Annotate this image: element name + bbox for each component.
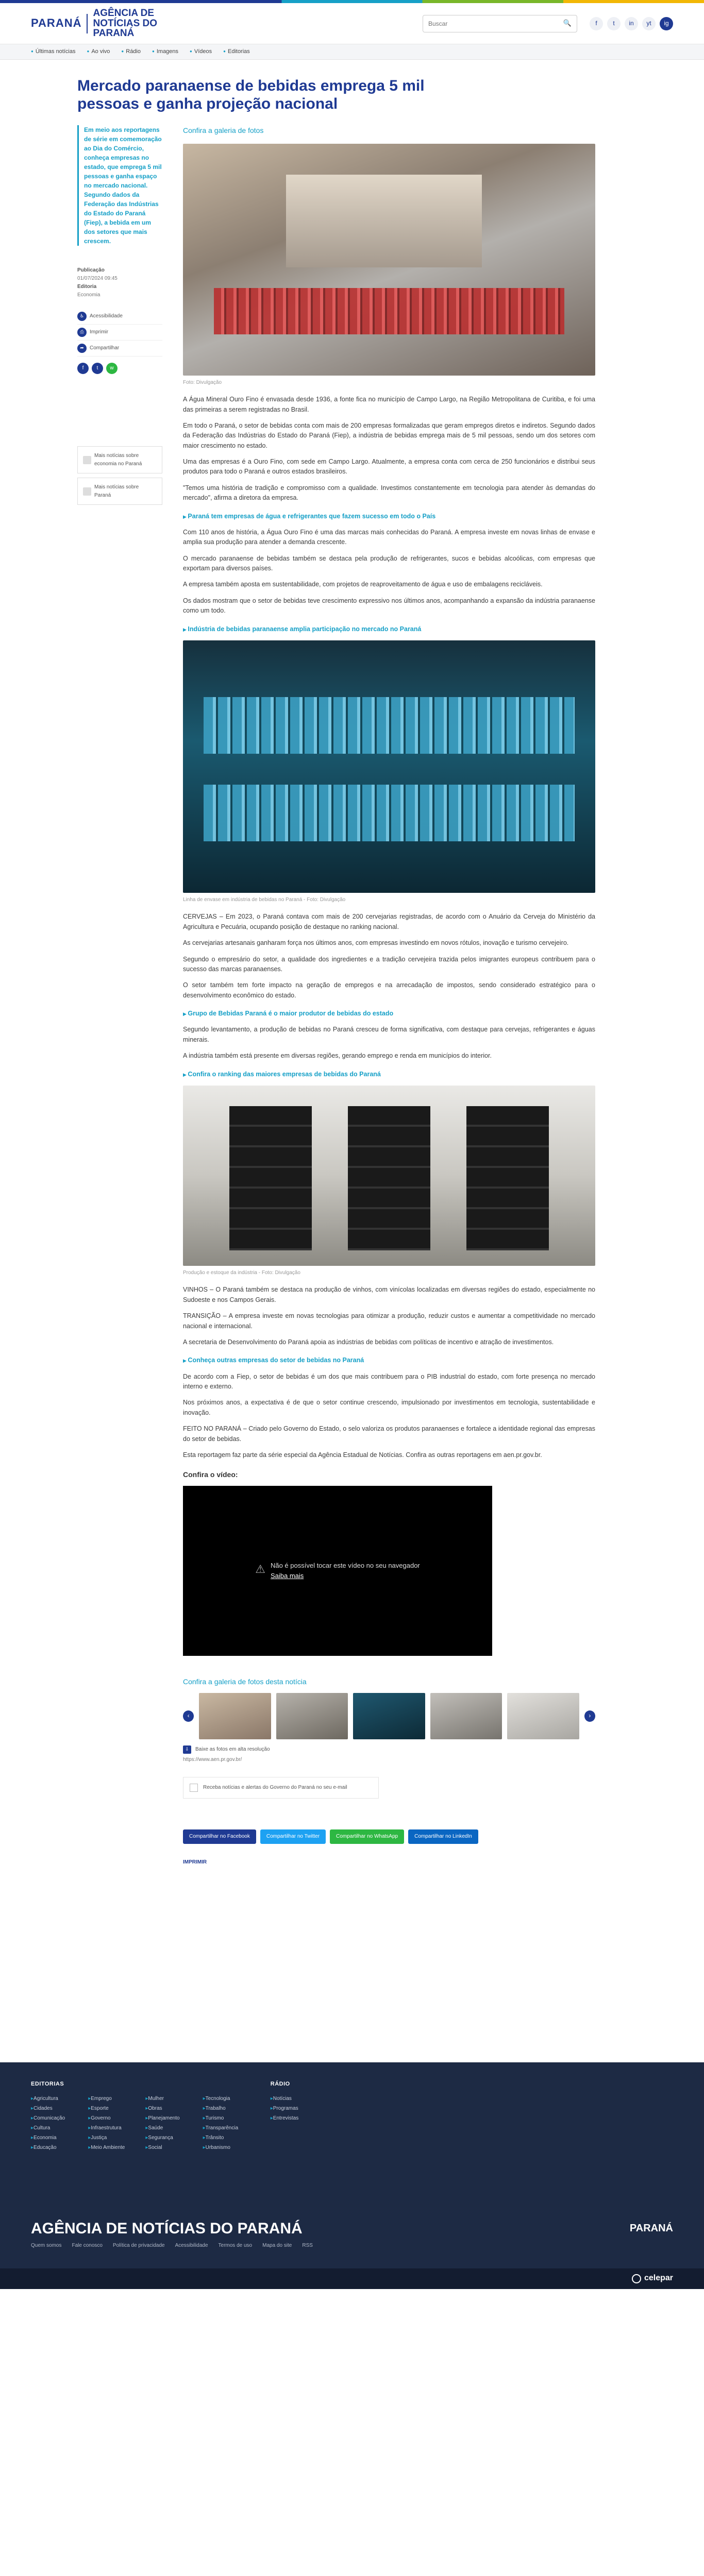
share-twitter-button[interactable]: Compartilhar no Twitter: [260, 1829, 326, 1844]
site-header: [0, 3, 704, 44]
footer-editoria-link[interactable]: ▸ Meio Ambiente: [88, 2143, 125, 2153]
facebook-icon[interactable]: f: [590, 17, 603, 30]
bottling-line-photo[interactable]: [183, 640, 595, 893]
footer-editoria-link[interactable]: ▸ Social: [145, 2143, 182, 2153]
footer-link[interactable]: Política de privacidade: [112, 2243, 165, 2249]
share-icon: ➦: [77, 344, 87, 353]
footer-link[interactable]: Quem somos: [31, 2243, 62, 2249]
footer-link[interactable]: Acessibilidade: [175, 2243, 208, 2249]
article-title: Mercado paranaense de bebidas emprega 5 mil pessoas e ganha projeção nacional: [77, 77, 425, 112]
paragraph: Segundo o empresário do setor, a qualidade dos ingredientes e a tradição cervejeira trazida pelos imigrantes europeus contribuem para o sucesso das marcas paranaenses.: [183, 955, 595, 973]
gallery-thumb[interactable]: [199, 1693, 271, 1739]
paragraph: Em todo o Paraná, o setor de bebidas conta com mais de 200 empresas formalizadas que geram empregos diretos e indiretos. Segundo dados da Federação das Indústrias do Estado do Paraná (Fiep), a indústria de bebidas emprega mais de 5 mil pessoas, sendo um dos setores com maior crescimento no estado.: [183, 421, 595, 449]
paragraph: FEITO NO PARANÁ – Criado pelo Governo do Estado, o selo valoriza os produtos paranaenses e fortalece a identidade regional das empresas do setor de bebidas.: [183, 1425, 595, 1443]
article-layout: [77, 125, 703, 1867]
video-error-text: Não é possível tocar este vídeo no seu navegador: [270, 1561, 420, 1569]
download-photos[interactable]: ⇩ Baixe as fotos em alta resolução: [183, 1745, 595, 1754]
paragraph: Esta reportagem faz parte da série especial da Agência Estadual de Notícias. Confira as outras reportagens em aen.pr.gov.br.: [183, 1451, 542, 1459]
sub-footer: [0, 2268, 704, 2289]
gallery-thumb[interactable]: [276, 1693, 348, 1739]
nav-item-latest[interactable]: ● Últimas notícias: [31, 47, 75, 56]
related-link[interactable]: ▶ Paraná tem empresas de água e refrigerantes que fazem sucesso em todo o País: [183, 512, 595, 521]
related-card[interactable]: Mais notícias sobre economia no Paraná: [77, 446, 162, 473]
paragraph: De acordo com a Fiep, o setor de bebidas é um dos que mais contribuem para o PIB industrial do estado, com forte presença no mercado interno e externo.: [183, 1372, 595, 1391]
search-box: [423, 15, 577, 32]
photo-caption: Produção e estoque da indústria - Foto: Divulgação: [183, 1269, 300, 1276]
related-link[interactable]: ▶ Grupo de Bebidas Paraná é o maior produtor de bebidas do estado: [183, 1009, 595, 1019]
related-link[interactable]: ▶ Confira o ranking das maiores empresas de bebidas do Paraná: [183, 1070, 595, 1079]
paragraph: A Água Mineral Ouro Fino é envasada desde 1936, a fonte fica no município de Campo Largo, na Região Metropolitana de Curitiba, e foi uma das primeiras a serem registradas no Brasil.: [183, 396, 595, 413]
footer-link[interactable]: Termos de uso: [218, 2243, 253, 2249]
footer-editoria-link[interactable]: ▸ Comunicação: [31, 2113, 68, 2123]
paragraph: VINHOS – O Paraná também se destaca na produção de vinhos, com vinícolas localizadas em diversas regiões do estado, especialmente no Sudoeste e nos Campos Gerais.: [183, 1286, 595, 1303]
footer-editoria-link[interactable]: ▸ Trabalho: [203, 2104, 240, 2113]
video-heading: Confira o vídeo:: [183, 1470, 238, 1479]
photo-caption: Linha de envase em indústria de bebidas no Paraná - Foto: Divulgação: [183, 896, 346, 903]
footer-editoria-link[interactable]: ▸ Tecnologia: [203, 2094, 240, 2104]
photo-gallery: [183, 1693, 595, 1739]
published-label: Publicação: [77, 267, 105, 273]
accessibility-icon: ♿: [77, 312, 87, 321]
paragraph: A empresa também aposta em sustentabilidade, com projetos de reaproveitamento de água e uso de embalagens recicláveis.: [183, 581, 543, 588]
twitter-icon[interactable]: t: [607, 17, 621, 30]
print-link[interactable]: IMPRIMIR: [183, 1859, 207, 1866]
related-thumb: [83, 487, 91, 496]
related-link[interactable]: ▶ Indústria de bebidas paranaense amplia participação no mercado no Paraná: [183, 624, 595, 634]
footer-link[interactable]: RSS: [302, 2243, 313, 2249]
footer-radio: [271, 2080, 299, 2153]
article-sidebar: [77, 125, 162, 1867]
instagram-icon[interactable]: ig: [660, 17, 673, 30]
newsletter-notice[interactable]: Receba notícias e alertas do Governo do Paraná no seu e-mail: [183, 1777, 379, 1799]
footer-editoria-link[interactable]: ▸ Segurança: [145, 2133, 182, 2143]
footer-links: [31, 2242, 313, 2250]
footer-radio-link[interactable]: ▸ Entrevistas: [271, 2113, 299, 2123]
download-url[interactable]: https://www.aen.pr.gov.br/: [183, 1756, 242, 1762]
chevron-right-icon[interactable]: ›: [584, 1710, 595, 1722]
paragraph: Segundo levantamento, a produção de bebidas no Paraná cresceu de forma significativa, com destaque para cervejas, refrigerantes e águas minerais.: [183, 1026, 595, 1043]
footer-editoria-link[interactable]: ▸ Educação: [31, 2143, 68, 2153]
twitter-share-icon[interactable]: t: [92, 363, 103, 374]
linkedin-icon[interactable]: in: [625, 17, 638, 30]
nav-item-live[interactable]: ● Ao vivo: [87, 47, 110, 56]
main-area: [0, 60, 704, 1867]
photo-gallery-link[interactable]: Confira a galeria de fotos: [183, 126, 264, 134]
footer-radio-link[interactable]: ▸ Notícias: [271, 2094, 299, 2104]
footer-link[interactable]: Fale conosco: [72, 2243, 103, 2249]
footer-editoria-link[interactable]: ▸ Cidades: [31, 2104, 68, 2113]
paragraph: Os dados mostram que o setor de bebidas teve crescimento expressivo nos últimos anos, acompanhando a expansão da indústria paranaense como um todo.: [183, 597, 595, 615]
share-whatsapp-button[interactable]: Compartilhar no WhatsApp: [330, 1829, 404, 1844]
social-links: [590, 17, 673, 30]
crates-photo[interactable]: [183, 1086, 595, 1266]
published-value: 01/07/2024 09:45: [77, 276, 118, 281]
paragraph: TRANSIÇÃO – A empresa investe em novas tecnologias para otimizar a produção, reduzir custos e aumentar a competitividade no mercado nacional e internacional.: [183, 1312, 595, 1330]
paragraph: A secretaria de Desenvolvimento do Paraná apoia as indústrias de bebidas com políticas de incentivo e atração de investimentos.: [183, 1338, 554, 1346]
footer-editoria-link[interactable]: ▸ Obras: [145, 2104, 182, 2113]
video-player[interactable]: [183, 1486, 492, 1656]
print-button[interactable]: ⎙ Imprimir: [77, 325, 162, 341]
footer-gov-logo[interactable]: PARANÁ: [629, 2222, 673, 2234]
nav-item-radio[interactable]: ● Rádio: [121, 47, 141, 56]
main-nav: [0, 44, 704, 60]
footer-editoria-link[interactable]: ▸ Urbanismo: [203, 2143, 240, 2153]
factory-photo[interactable]: [183, 144, 595, 376]
share-bar: [183, 1829, 595, 1844]
share-facebook-button[interactable]: Compartilhar no Facebook: [183, 1829, 256, 1844]
related-card[interactable]: Mais notícias sobre Paraná: [77, 478, 162, 505]
paragraph: A indústria também está presente em diversas regiões, gerando emprego e renda em municípios do interior.: [183, 1052, 492, 1060]
article-body: [183, 125, 595, 1867]
footer-editoria-link[interactable]: ▸ Governo: [88, 2113, 125, 2123]
footer-editoria-link[interactable]: ▸ Turismo: [203, 2113, 240, 2123]
paragraph: O mercado paranaense de bebidas também se destaca pela produção de refrigerantes, sucos e bebidas alcoólicas, com empresas que exportam para diversos países.: [183, 554, 595, 572]
logo-agency-name: AGÊNCIA DE NOTÍCIAS DO PARANÁ: [93, 7, 158, 39]
logo-divider: [87, 14, 88, 33]
footer-editoria-link[interactable]: ▸ Justiça: [88, 2133, 125, 2143]
search-input[interactable]: [428, 20, 559, 27]
footer-radio-link[interactable]: ▸ Programas: [271, 2104, 299, 2113]
editor-label: Editoria: [77, 284, 97, 290]
printer-icon: ⎙: [77, 328, 87, 337]
share-linkedin-button[interactable]: Compartilhar no LinkedIn: [408, 1829, 478, 1844]
gallery-thumb[interactable]: [353, 1693, 425, 1739]
youtube-icon[interactable]: yt: [642, 17, 656, 30]
paragraph: O setor também tem forte impacto na geração de empregos e na arrecadação de impostos, sendo considerado estratégico para o desenvolvimento econômico do estado.: [183, 981, 595, 999]
footer-editoria-link[interactable]: ▸ Infraestrutura: [88, 2123, 125, 2133]
editor-value[interactable]: Economia: [77, 292, 100, 298]
nav-item-sections[interactable]: ● Editorias: [223, 47, 250, 56]
photo-caption: Foto: Divulgação: [183, 379, 222, 385]
footer-editoria-link[interactable]: ▸ Esporte: [88, 2104, 125, 2113]
paragraph: Com 110 anos de história, a Água Ouro Fino é uma das marcas mais conhecidas do Paraná. A empresa investe em novas linhas de envase e amplia sua produção para atender a demanda crescente.: [183, 528, 595, 546]
publish-meta: [77, 266, 162, 299]
article-page: [54, 60, 703, 1867]
video-learn-more-link[interactable]: Saiba mais: [270, 1572, 304, 1580]
footer-agency-name[interactable]: AGÊNCIA DE NOTÍCIAS DO PARANÁ: [31, 2219, 303, 2237]
site-logo[interactable]: [31, 8, 196, 39]
footer-editoria-link[interactable]: ▸ Cultura: [31, 2123, 68, 2133]
footer-editoria-link[interactable]: ▸ Saúde: [145, 2123, 182, 2133]
celepar-label[interactable]: celepar: [644, 2274, 673, 2283]
footer-editoria-link[interactable]: ▸ Economia: [31, 2133, 68, 2143]
warning-icon: ⚠: [255, 1562, 265, 1575]
paragraph: Nos próximos anos, a expectativa é de que o setor continue crescendo, impulsionado por investimentos em tecnologia, sustentabilidade e inovação.: [183, 1399, 595, 1416]
chevron-left-icon[interactable]: ‹: [183, 1710, 194, 1722]
paragraph: "Temos uma história de tradição e compromisso com a qualidade. Investimos constantemente em tecnologia para atender às demandas do mercado", afirma a diretora da empresa.: [183, 484, 595, 502]
paragraph: As cervejarias artesanais ganharam força nos últimos anos, com empresas investindo em novos rótulos, inovação e turismo cervejeiro.: [183, 939, 569, 947]
download-icon: ⇩: [183, 1745, 191, 1754]
related-link[interactable]: ▶ Conheça outras empresas do setor de bebidas no Paraná: [183, 1355, 595, 1365]
site-footer: [0, 2062, 704, 2268]
nav-item-videos[interactable]: ● Vídeos: [190, 47, 212, 56]
footer-editoria-link[interactable]: ▸ Planejamento: [145, 2113, 182, 2123]
share-row: [77, 363, 162, 374]
related-thumb: [83, 456, 91, 464]
gallery-thumb[interactable]: [430, 1693, 502, 1739]
paragraph: CERVEJAS – Em 2023, o Paraná contava com mais de 200 cervejarias registradas, de acordo com o Anuário da Cerveja do Ministério da Agricultura e Pecuária, ocupando posição de destaque no ranking nacional.: [183, 913, 595, 930]
celepar-logo-icon: [632, 2274, 641, 2283]
logo-parana: PARANÁ: [31, 16, 82, 30]
footer-editoria-link[interactable]: ▸ Agricultura: [31, 2094, 68, 2104]
footer-link[interactable]: Mapa do site: [262, 2243, 292, 2249]
whatsapp-share-icon[interactable]: w: [106, 363, 118, 374]
facebook-share-icon[interactable]: f: [77, 363, 89, 374]
article-summary: Em meio aos reportagens de série em comemoração ao Dia do Comércio, conheça empresas no estado, que emprega 5 mil pessoas e ganha espaço no mercado nacional. Segundo dados da Federação das Indústrias do Estado do Paraná (Fiep), a bebida em um dos setores que mais crescem.: [77, 125, 162, 246]
footer-editoria-link[interactable]: ▸ Mulher: [145, 2094, 182, 2104]
footer-radio-title: RÁDIO: [270, 2080, 290, 2087]
footer-editoria-link[interactable]: ▸ Trânsito: [203, 2133, 240, 2143]
footer-editorias: [31, 2080, 240, 2153]
gallery-heading: Confira a galeria de fotos desta notícia: [183, 1677, 307, 1686]
share-button[interactable]: ➦ Compartilhar: [77, 341, 162, 357]
footer-editoria-link[interactable]: ▸ Emprego: [88, 2094, 125, 2104]
footer-editoria-link[interactable]: ▸ Transparência: [203, 2123, 240, 2133]
gallery-thumb[interactable]: [507, 1693, 579, 1739]
search-icon[interactable]: 🔍: [563, 19, 572, 27]
checkbox[interactable]: [190, 1784, 198, 1792]
nav-item-images[interactable]: ● Imagens: [152, 47, 178, 56]
paragraph: Uma das empresas é a Ouro Fino, com sede em Campo Largo. Atualmente, a empresa conta com cerca de 250 funcionários e distribui seus produtos para todo o Paraná e outros estados brasileiros.: [183, 458, 595, 476]
footer-brand: [31, 2221, 313, 2250]
accessibility-button[interactable]: ♿ Acessibilidade: [77, 309, 162, 325]
footer-editorias-title: EDITORIAS: [31, 2080, 64, 2087]
